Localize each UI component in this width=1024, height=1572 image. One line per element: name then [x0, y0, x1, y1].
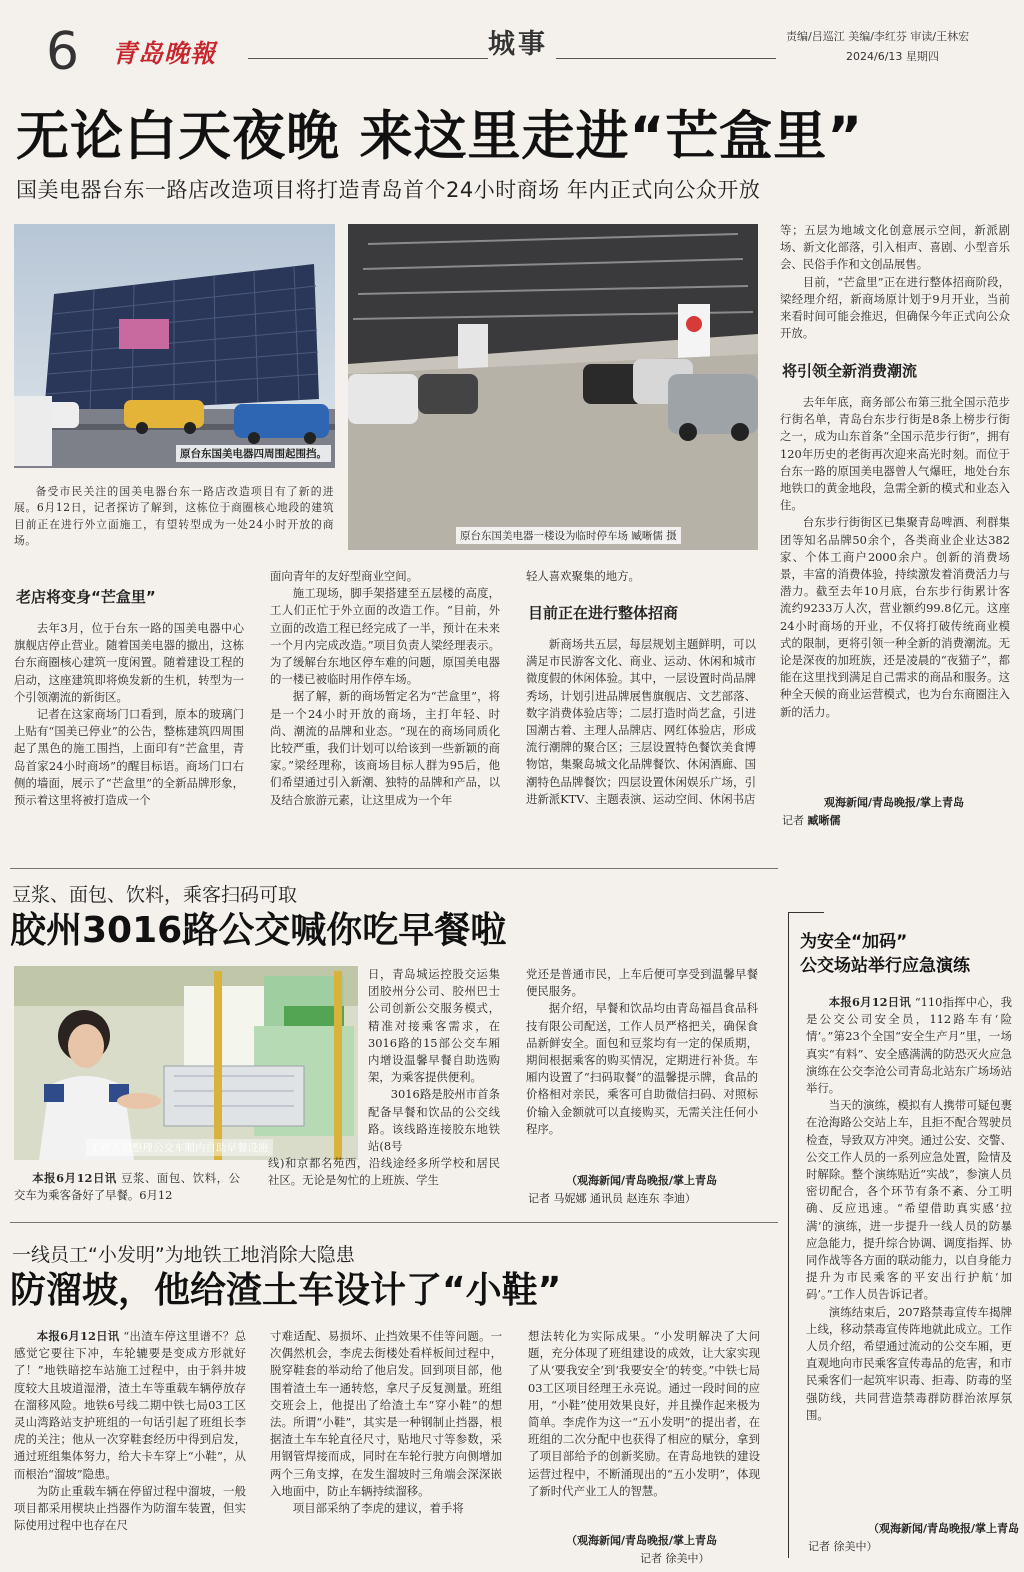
article1-lead [14, 484, 334, 550]
article1-subheadline: 国美电器台东一路店改造项目将打造青岛首个24小时商场 年内正式向公众开放 [16, 178, 761, 202]
photo-parking-lot [348, 224, 758, 550]
article1-col2-p2: 施工现场，脚手架搭建至五层楼的高度，工人们正忙于外立面的改造工作。“目前，外立面的改造工程已经完成了一半，预计在未来一个月内完成改造。”项目负责人梁经理表示。为了缓解台东地区停车难的问题，原国美电器的一楼已被临时用作停车场。 [270, 586, 500, 687]
article1-headline: 无论白天夜晚 来这里走进“芒盒里” [16, 106, 864, 167]
article4-headline: 防溜坡，他给渣土车设计了“小鞋” [10, 1270, 562, 1311]
article3-p3: 演练结束后，207路禁毒宣传车揭牌上线，移动禁毒宣传阵地就此成立。工作人员介绍，希望通过流动的公交车厢，更直观地向市民乘客宣传毒品的危害，和市民乘客们一起筑牢识毒、拒毒、防毒的坚强防线，共同营造禁毒群防群治浓厚氛围。 [806, 1304, 1012, 1422]
article1-col1-p2: 记者在这家商场门口看到，原本的玻璃门上贴有“国美已停业”的公告，整栋建筑四周围起了黑色的施工围挡，上面印有“芒盒里，青岛首家24小时商场”的醒目标语。商场门口右侧的墙面，展示了“芒盒里”的全新品牌形象，预示着这里将被打造成一个 [14, 707, 244, 808]
photo3-caption: 工作人员整理公交车厢内自助早餐设施 [86, 1139, 273, 1156]
article3-p2: 当天的演练，模拟有人携带可疑包裹在沧海路公交站上车，且拒不配合驾驶员检查，导致双方冲突。通过公安、交警、公交工作人员的一系列应急处置，险情及时解除。整个演练贴近“实战”，参演人员密切配合，各个环节有条不紊、分工明确、反应迅速。“希望借助真实感‘拉满’的演练，进一步提升一线人员的防暴应急能力，提升综合协调、调度指挥、协同作战等各方面的联动能力，以自身能力提升为市民乘客的平安出行护航‘加码’。”工作人员告诉记者。 [806, 1098, 1012, 1302]
article1-col3 [526, 636, 756, 850]
article1-subhead-2: 目前正在进行整体招商 [528, 604, 679, 622]
article2-lead-para [14, 1170, 240, 1204]
article2-col3-p2: 据介绍，早餐和饮品均由青岛福昌食品科技有限公司配送，工作人员严格把关，确保食品新鲜安全。面包和豆浆均有一定的保质期，期间根据乘客的购买情况，定期进行补货。车厢内设置了“扫码取餐”的温馨提示牌，食品的价格相对亲民，乘客可自助微信扫码、对照标价输入金额就可以直接购买，无需关注任何小程序。 [526, 1001, 758, 1136]
article4-col1 [14, 1328, 246, 1568]
article4-col1-p1-para [14, 1328, 246, 1483]
article2-headline: 胶州3016路公交喊你吃早餐啦 [10, 910, 507, 951]
photo-building-hoarding [14, 224, 335, 468]
photo2-caption-text: 原台东国美电器一楼设为临时停车场 [460, 530, 628, 542]
article3-body [806, 994, 1012, 1508]
article2-col1 [14, 1170, 240, 1210]
article1-col3-p1: 轻人喜欢聚集的地方。 [526, 569, 640, 583]
article2-lead: 豆浆、面包、饮料，公交车为乘客备好了早餐。6月12 [14, 1171, 240, 1203]
editor-credits: 责编/吕巡江 美编/李红芬 审读/王林宏 [786, 30, 970, 43]
article4-col3 [528, 1328, 760, 1532]
article2-credit-org: （观海新闻/青岛晚报/掌上青岛 [566, 1174, 718, 1187]
article3-lead-label: 本报6月12日讯 [828, 995, 911, 1009]
article4-kicker: 一线员工“小发明”为地铁工地消除大隐患 [12, 1244, 355, 1266]
article4-col2 [270, 1328, 502, 1568]
article2-col2-p1: 日，青岛城运控股交运集团胶州分公司、胶州巴士公司创新公交服务模式，精准对接乘客需求，在3016路的15部公交车厢内增设温馨早餐自助选购架，为乘客提供便利。 [368, 967, 500, 1085]
article1-credit-org: 观海新闻/青岛晚报/掌上青岛 [824, 796, 965, 809]
photo2-caption [456, 527, 681, 544]
article1-col4 [780, 394, 1010, 792]
article4-col2-p1: 寸难适配、易损坏、止挡效果不佳等问题。一次偶然机会，李虎去街楼处看样板间过程中，脱穿鞋套的举动给了他启发。回到项目部，他围着渣土车一通转悠，拿尺子反复测量。班组交班会上，他提出了给渣土车“穿小鞋”的想法。所谓“小鞋”，其实是一种钢制止挡器，根据渣土车车轮直径尺寸，贴地尺寸等参数，采用钢管焊接而成，同时在车轮行驶方向侧增加两个三角支撑，在发生溜坡时三角端会深深嵌入地面中，防止车辆持续溜移。 [270, 1329, 502, 1498]
article1-subhead-1: 老店将变身“芒盒里” [16, 588, 156, 606]
article1-col4-top [780, 222, 1010, 344]
article1-col4-p3: 去年年底，商务部公布第三批全国示范步行街名单，青岛台东步行街是8条上榜步行街之一，成为山东首条“全国示范步行街”，拥有120年历史的老街再次迎来高光时刻。而位于台东一路的原国美电器曾人气爆旺，地处台东地铁口的黄金地段，急需全新的模式和业态入住。 [780, 395, 1010, 513]
section-divider-2 [10, 1222, 778, 1223]
article1-credit-name: 臧晰儒 [807, 814, 841, 827]
article2-col2 [268, 966, 500, 1206]
article4-col1-p1: “出渣车停这里谱不？总感觉它要往下冲，车轮辘要是变成方形就好了！”地铁暗挖车站施工过程中，由于斜井坡度较大且坡道湿滑，渣土车等重载车辆停放存在溜移风险。地铁6号线二期中铁七局03工区灵山湾路站支护班组的一句话引起了班组长李虎的关注；他从一次穿鞋套经历中得到启发，通过班组集体努力，给大卡车穿上“小鞋”，从而根治“溜坡”隐患。 [14, 1329, 246, 1481]
article1-col1-p1: 去年3月，位于台东一路的国美电器中心旗舰店停止营业。随着国美电器的撤出，这栋台东商圈核心建筑一度闲置。随着建设工程的启动，这座建筑即将焕发新的生机，转型为一个引领潮流的新街区。 [14, 621, 244, 704]
article1-col2-p1: 面向青年的友好型商业空间。 [270, 569, 419, 583]
article3-p1: “110指挥中心，我是公交公司安全员，112路车有‘险情’。”第23个全国“安全生产月”里，一场真实“有料”、安全感满满的防恐灭火应急演练在公交李沧公司青岛北站东广场场站举行。 [806, 995, 1012, 1096]
article4-credit-reporter: 记者 徐美中） [640, 1552, 710, 1565]
article1-col4-p4: 台东步行街街区已集聚青岛啤酒、利群集团等知名品牌50余个，各类商业企业达382家、个体工商户2000余户。创新的消费场景，丰富的消费体验，持续激发着消费活力与潜力。截至去年10月底，台东步行街累计客流约9233万人次，营业额约99.8亿元。这座24小时商场的开业，不仅将打破传统商业模式的限制，更将引领一种全新的消费潮流。无论是深夜的加班族，还是凌晨的“夜猫子”，都能在这里找到满足自己需求的商品和服务。这种全天候的商业运营模式，也为台东商圈注入新的活力。 [780, 515, 1010, 719]
article2-col3-p1: 党还是普通市民，上车后便可享受到温馨早餐便民服务。 [526, 967, 758, 999]
article3-headline: 为安全“加码” 公交场站举行应急演练 [800, 932, 970, 976]
article1-col3-top [526, 568, 756, 588]
article1-col2-p3: 据了解，新的商场暂定名为“芒盒里”，将是一个24小时开放的商场，主打年轻、时尚、潮流的品牌和业态。“现在的商场同质化比较严重，我们计划可以给该到一些新颖的商家。”梁经理称，该商场目标人群为95后，他们希望通过引入新潮、独特的品牌和产品，以及结合旅游元素，让这里成为一个年 [270, 689, 500, 807]
page-number: 6 [46, 22, 80, 82]
article1-col3-p2: 新商场共五层，每层规划主题鲜明，可以满足市民游客文化、商业、运动、休闲和城市微度假的休闲体验。其中，一层设置时尚品牌秀场，计划引进品牌展售旗舰店、文艺部落、数字消费体验店等；二层打造时尚艺盒，引进国潮古着、主理人品牌店、网红体验店，形成流行潮牌的聚合区；三层设置特色餐饮美食博物馆，集聚岛城文化品牌餐饮、休闲酒廊、国潮特色品牌餐饮；四层设置休闲娱乐广场，引进新派KTV、主题表演、运动空间、休闲书店 [526, 637, 756, 806]
article2-col3 [526, 966, 758, 1174]
photo2-credit: 臧晰儒 摄 [631, 530, 677, 542]
section-divider [10, 868, 778, 869]
article1-col2 [270, 568, 500, 850]
masthead-rule-left [248, 58, 488, 59]
article3-p1-para [806, 994, 1012, 1097]
article2-credit-reporters: 记者 马妮娜 通讯员 赵连东 李迪） [528, 1192, 696, 1205]
article4-credit-org: （观海新闻/青岛晚报/掌上青岛 [566, 1534, 718, 1547]
issue-date: 2024/6/13 星期四 [846, 50, 939, 63]
article2-col2-p3: 线)和京都名苑西，沿线途经多所学校和居民社区。无论是匆忙的上班族、学生 [268, 1156, 500, 1188]
article1-col4-p2: 目前，“芒盒里”正在进行整体招商阶段，梁经理介绍，新商场原计划于9月开业，当前来看时间可能会推迟，但确保今年正式向公众开放。 [780, 274, 1010, 341]
article1-credit-label: 记者 [782, 814, 804, 827]
article4-lead-label: 本报6月12日讯 [36, 1329, 120, 1343]
article2-kicker: 豆浆、面包、饮料，乘客扫码可取 [12, 884, 298, 906]
article1-credit [782, 812, 841, 828]
article1-subhead-3: 将引领全新消费潮流 [782, 362, 918, 380]
paper-logo: 青岛晚報 [112, 39, 217, 68]
article3-credit-reporter: 记者 徐美中） [808, 1540, 878, 1553]
article1-col4-p1: 等；五层为地域文化创意展示空间，新派剧场、新文化部落，引入相声、喜剧、小型音乐会、民俗手作和文创品展售。 [780, 223, 1010, 272]
article4-col3-p1: 想法转化为实际成果。“小发明解决了大问题，充分体现了班组建设的成效，让大家实现了从‘要我安全’到‘我要安全’的转变。”中铁七局03工区项目经理王永亮说。通过一段时间的应用，“小鞋”使用效果良好，并且操作起来极为简单。李虎作为这一“五小发明”的提出者，在班组的二次分配中也获得了相应的赋分，拿到了项目部给予的创新奖励。在青岛地铁的建设运营过程中，不断涌现出的“五小发明”，体现了新时代产业工人的智慧。 [528, 1329, 760, 1498]
sidebar-box-top [788, 912, 824, 913]
article2-lead-label: 本报6月12日讯 [32, 1171, 117, 1185]
article1-col1 [14, 620, 244, 850]
article1-lead-text: 备受市民关注的国美电器台东一路店改造项目有了新的进展。6月12日，记者探访了解到，这栋位于商圈核心地段的建筑目前正在进行外立面施工，有望转型成为一处24小时开放的商场。 [14, 485, 334, 548]
masthead-rule-right [556, 58, 776, 59]
sidebar-box-border [788, 912, 789, 1558]
article3-credit-org: （观海新闻/青岛晚报/掌上青岛 [868, 1522, 1020, 1535]
section-title: 城事 [488, 29, 548, 60]
article4-col2-p2: 项目部采纳了李虎的建议，着手将 [292, 1501, 464, 1516]
photo1-caption: 原台东国美电器四周围起围挡。 [176, 445, 331, 462]
article4-col1-p2: 为防止重载车辆在停留过程中溜坡，一般项目都采用楔块止挡器作为防溜车装置，但实际使用过程中也存在尺 [14, 1483, 246, 1533]
article2-col2-p2: 3016路是胶州市首条配备早餐和饮品的公交线路。该线路连接胶东地铁站(8号 [368, 1087, 500, 1154]
